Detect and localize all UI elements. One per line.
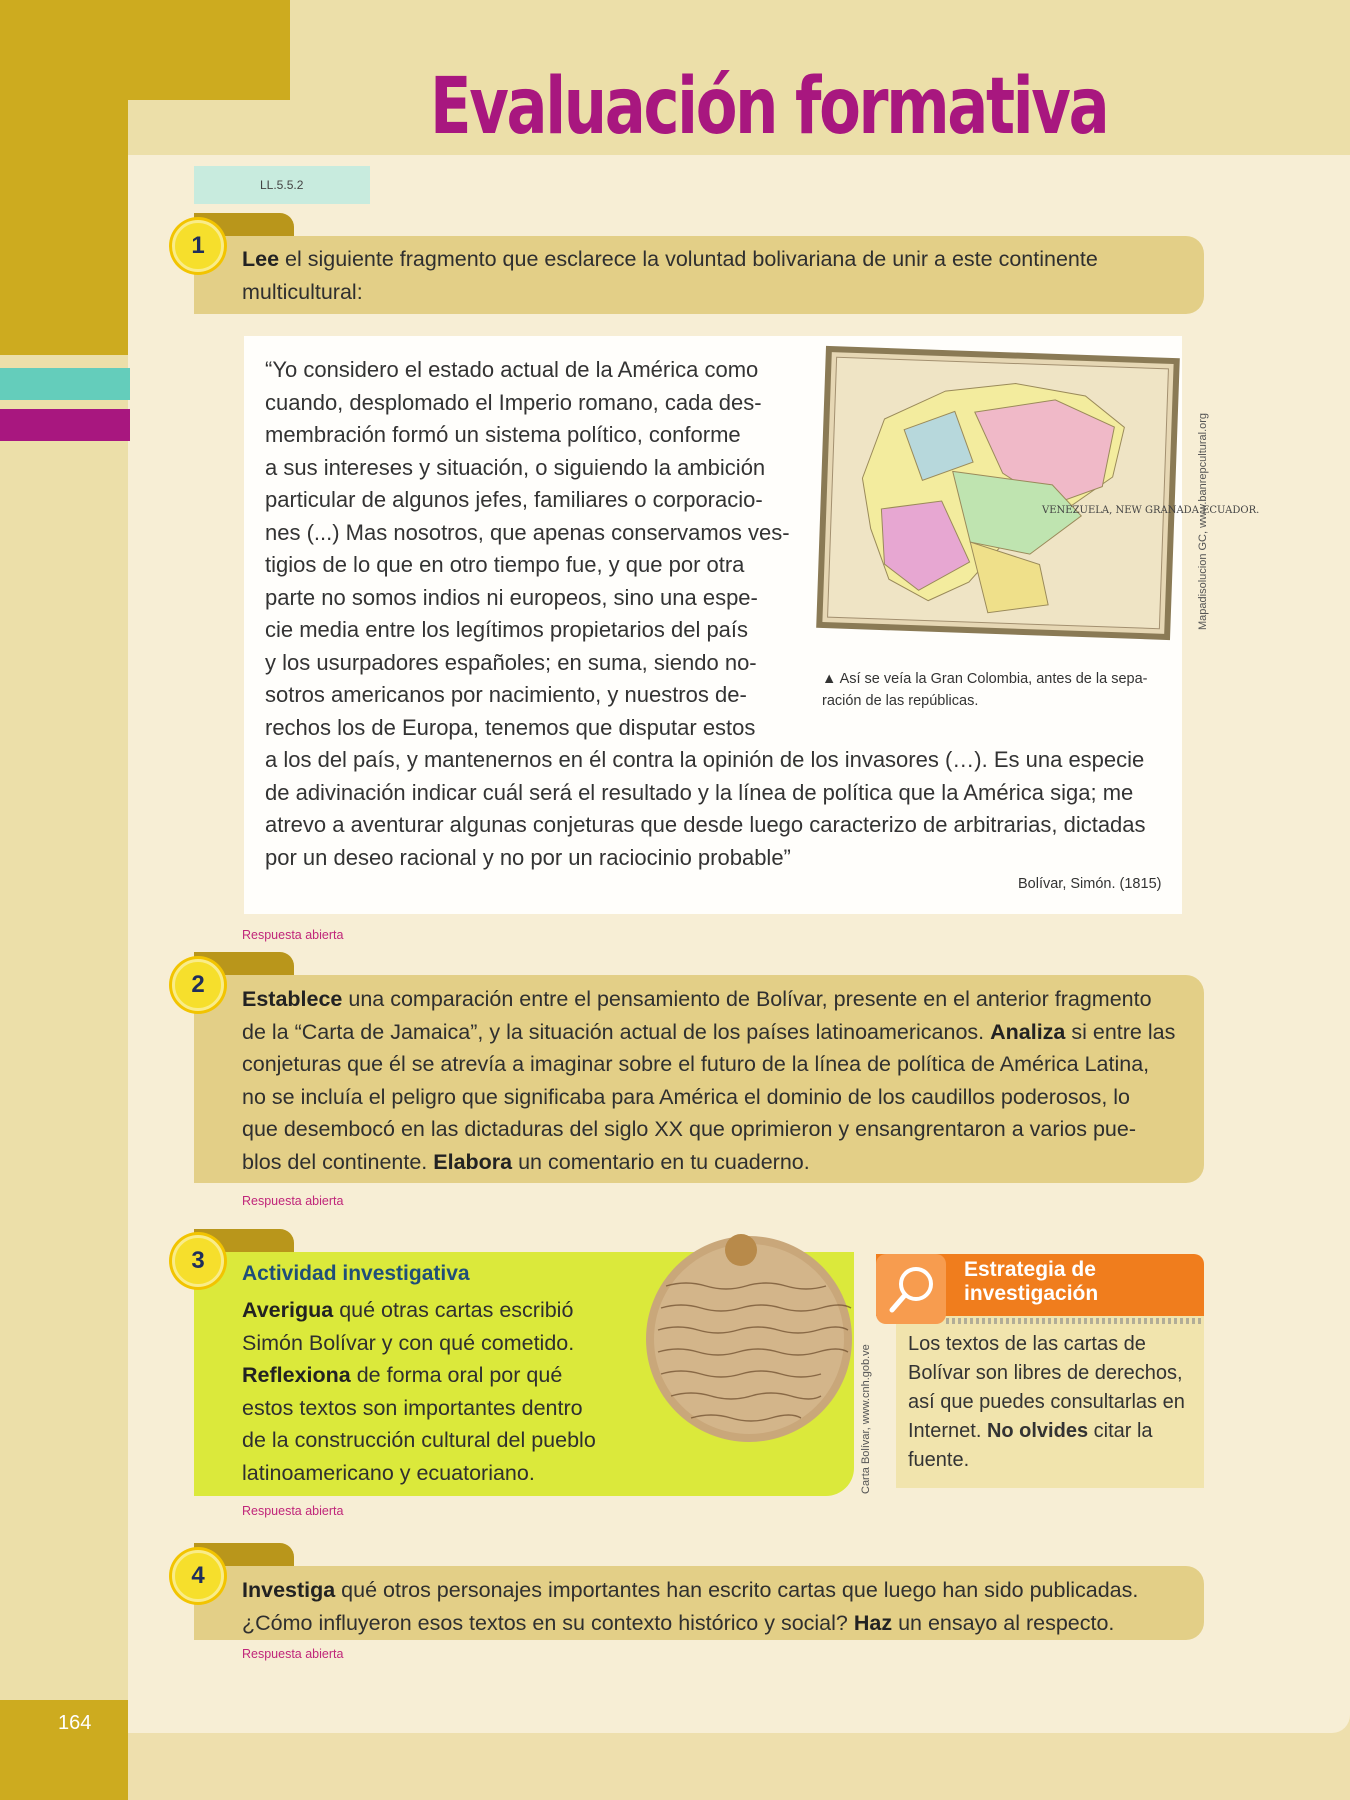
quote-line: a sus intereses y situación, o siguiendo la ambición (265, 454, 766, 480)
strategy-text-bold: No olvides (986, 1420, 1089, 1442)
map-caption: ▲ Así se veía la Gran Colombia, antes de la sepa- ración de las repúblicas. (822, 671, 1148, 709)
q3-prompt (242, 1294, 620, 1489)
quote-source: Bolívar, Simón. (1815) (1018, 876, 1162, 892)
strategy-text-part: Los textos de las cartas de Bolívar son libres de derechos, así que puedes consultarlas en Internet. (908, 1333, 1185, 1442)
q4-line (242, 1607, 1192, 1640)
q4-response-label: Respuesta abierta (242, 1647, 344, 1661)
skill-code: LL.5.5.2 (194, 166, 370, 204)
q4-verb-haz: Haz (853, 1610, 893, 1635)
q1-response-label: Respuesta abierta (242, 928, 344, 942)
quote-line: cie media entre los legítimos propietarios del país (265, 617, 749, 642)
q4-line (242, 1574, 1192, 1607)
q2-line (242, 1016, 1184, 1049)
q2-response-label: Respuesta abierta (242, 1194, 344, 1208)
q3-verb-reflexiona: Reflexiona (242, 1363, 351, 1387)
q1-line-1 (242, 243, 1184, 276)
quote-line: parte no somos indios ni europeos, sino una espe- (265, 584, 758, 610)
page-number: 164 (58, 1712, 92, 1734)
quote-line: “Yo considero el estado actual de la América como (265, 357, 759, 382)
q2-line-text: blos del continente. (242, 1149, 434, 1174)
q3-line: latinoamericano y ecuatoriano. (242, 1460, 535, 1485)
q2-prompt (242, 983, 1184, 1178)
q4-line-text: qué otros personajes importantes han escrito cartas que luego han sido publicadas. (335, 1578, 1139, 1602)
q3-response-label: Respuesta abierta (242, 1504, 344, 1518)
q1-number-badge: 1 (172, 220, 224, 272)
q1-line-2: multicultural: (242, 279, 363, 304)
quote-line: por un deseo racional y no por un raciocinio probable” (265, 844, 791, 870)
q3-heading: Actividad investigativa (242, 1262, 470, 1285)
q1-line-1-text: el siguiente fragmento que esclarece la voluntad bolivariana de unir a este continente (279, 247, 1098, 271)
strategy-text (908, 1330, 1198, 1475)
q2-line-text: si entre las (1065, 1019, 1176, 1044)
quote-line: y los usurpadores españoles; en suma, siendo no- (265, 649, 757, 675)
teal-stripe (0, 368, 130, 400)
q3-line: estos textos son importantes dentro (242, 1395, 583, 1420)
strategy-title-line: Estrategia de (964, 1258, 1096, 1281)
mustard-top-block (128, 0, 290, 100)
strategy-title-line: investigación (964, 1282, 1099, 1305)
q3-line (242, 1359, 620, 1392)
quote-line: atrevo a aventurar algunas conjeturas que desde luego caracterizo de arbitrarias, dictadas (265, 812, 1146, 837)
magenta-stripe (0, 409, 130, 441)
q4-number-badge: 4 (172, 1550, 224, 1602)
q2-number-badge: 2 (172, 959, 224, 1011)
magnifier-icon (876, 1254, 946, 1324)
bolivar-letter-image (646, 1236, 852, 1442)
q4-verb-investiga: Investiga (242, 1578, 336, 1602)
q2-line: que desembocó en las dictaduras del siglo XX que oprimieron y ensangrentaron a varios pue- (242, 1117, 1136, 1141)
q2-line (242, 1146, 1184, 1179)
q2-line: conjeturas que él se atrevía a imaginar sobre el futuro de la línea de política de América Latina, (242, 1052, 1150, 1076)
strategy-text-part: citar la fuente. (908, 1420, 1153, 1471)
q3-line-text: de forma oral por qué (350, 1363, 563, 1387)
map-label: VENEZUELA, NEW GRANADA ECUADOR. (1042, 505, 1260, 516)
q1-verb: Lee (242, 247, 280, 271)
q2-verb-analiza: Analiza (990, 1019, 1066, 1044)
q3-line: Simón Bolívar y con qué cometido. (242, 1330, 575, 1355)
q1-prompt (242, 243, 1184, 308)
page-title: Evaluación formativa (430, 62, 1108, 152)
q2-line: no se incluía el peligro que significaba para América el dominio de los caudillos poderosos, lo (242, 1084, 1130, 1109)
quote-line: sotros americanos por nacimiento, y nuestros de- (265, 682, 747, 707)
quote-line: tigios de lo que en otro tiempo fue, y que por otra (265, 552, 745, 577)
q2-line (242, 983, 1184, 1016)
q4-line-text: ¿Cómo influyeron esos textos en su contexto histórico y social? (242, 1610, 854, 1635)
q4-line-text: un ensayo al respecto. (892, 1610, 1115, 1635)
strategy-divider (946, 1318, 1204, 1324)
quote-line: particular de algunos jefes, familiares o corporacio- (265, 487, 763, 512)
q2-line-text: una comparación entre el pensamiento de Bolívar, presente en el anterior fragmento (342, 987, 1152, 1011)
q4-prompt (242, 1574, 1192, 1639)
quote-line: a los del país, y mantenernos en él contra la opinión de los invasores (…). Es una especie (265, 747, 1145, 772)
mustard-block (0, 0, 128, 355)
strategy-title (964, 1258, 1098, 1306)
q3-verb-averigua: Averigua (242, 1298, 334, 1322)
q2-line-text: de la “Carta de Jamaica”, y la situación actual de los países latinoamericanos. (242, 1019, 991, 1044)
q3-line: de la construcción cultural del pueblo (242, 1428, 596, 1452)
q3-line (242, 1294, 620, 1327)
q2-line-text: un comentario en tu cuaderno. (512, 1149, 810, 1174)
quote-line: rechos los de Europa, tenemos que disputar estos (265, 714, 756, 740)
q3-number-badge: 3 (172, 1235, 224, 1287)
letter-image-credit: Carta Bolívar, www.cnh.gob.ve (860, 1344, 872, 1494)
quote-line: de adivinación indicar cuál será el resultado y la línea de política que la América siga; me (265, 779, 1134, 805)
quote-line: cuando, desplomado el Imperio romano, cada des- (265, 389, 762, 415)
map-credit: Mapadisolucion GC, www.banrepcultural.org (1197, 412, 1209, 630)
q3-line-text: qué otras cartas escribió (333, 1298, 574, 1322)
q2-verb-establece: Establece (242, 987, 343, 1011)
q2-verb-elabora: Elabora (433, 1149, 513, 1174)
quote-line: membración formó un sistema político, conforme (265, 422, 741, 447)
quote-line: nes (...) Mas nosotros, que apenas conservamos ves- (265, 519, 790, 545)
